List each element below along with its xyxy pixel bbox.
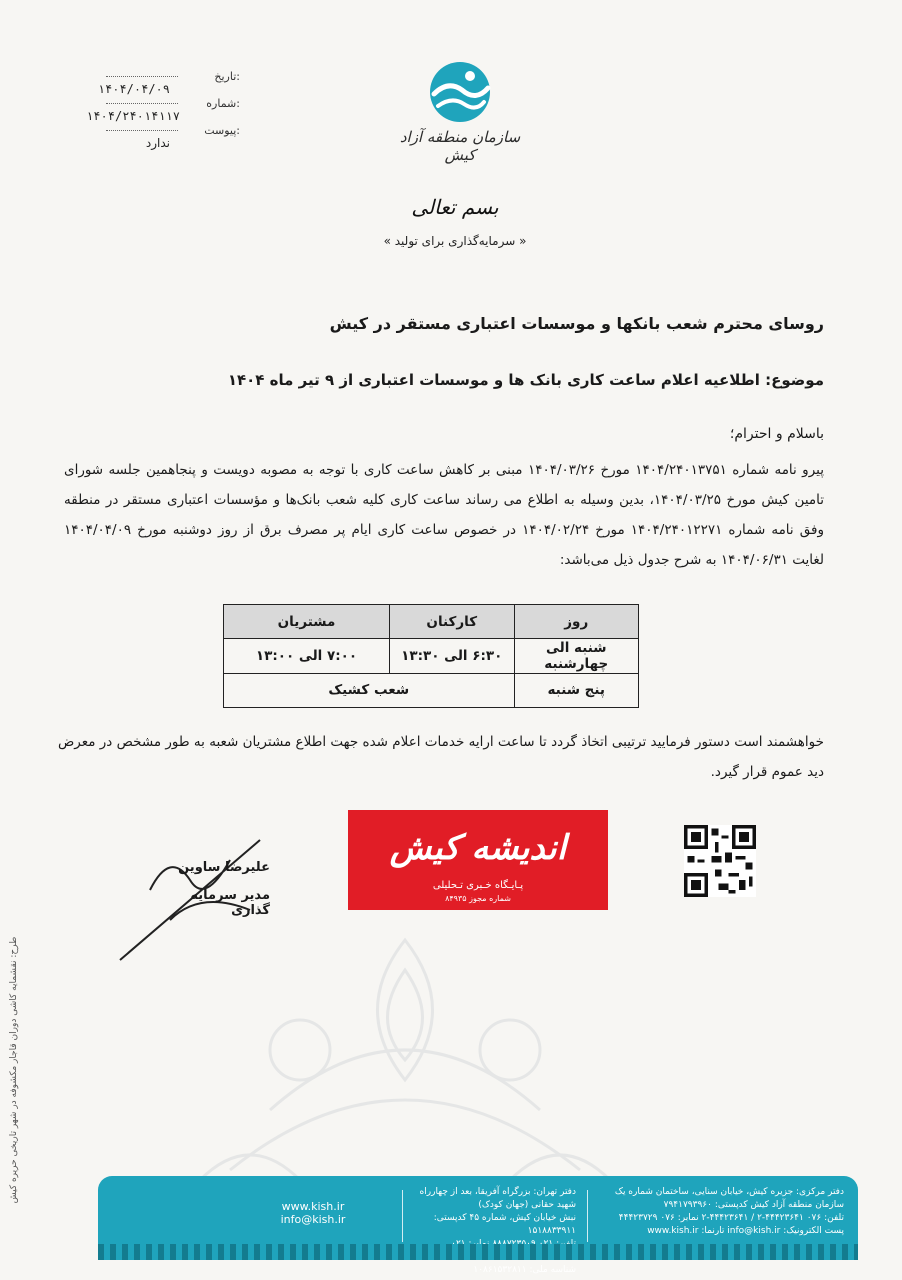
ornament-watermark-icon: [170, 930, 640, 1190]
letter-meta: [60, 70, 240, 151]
table-cell-customers: ۷:۰۰ الی ۱۳:۰۰: [224, 639, 390, 673]
table-cell-duty-branches: شعب کشیک: [224, 673, 515, 707]
slogan-title: بسم تعالی: [411, 195, 499, 219]
qr-code-icon: [684, 825, 756, 897]
table-row: [224, 639, 639, 673]
date-value: ۱۴۰۴/۰۴/۰۹: [97, 82, 170, 96]
slogan-subtitle: « سرمایه‌گذاری برای تولید »: [383, 234, 527, 248]
footer-contact: [233, 1186, 393, 1226]
table-header-staff: کارکنان: [390, 605, 515, 639]
body-paragraph: پیرو نامه شماره ۱۴۰۴/۲۴۰۱۳۷۵۱ مورخ ۱۴۰۴/۰۳/۲۶ مبنی بر کاهش ساعت کاری با توجه به مصوبه دویست و پنجاهمین جلسه شورای تامین کیش مورخ ۱۴۰۴/۰۳/۲۵، بدین وسیله به اطلاع می رساند ساعت کاری کلیه شعب بانک‌ها و مؤسسات اعتباری مستقر در منطقه وفق نامه شماره ۱۴۰۴/۲۴۰۱۲۲۷۱ مورخ ۱۴۰۴/۰۲/۲۴ در خصوص ساعت کاری ایام پر مصرف برق از روز دوشنبه مورخ ۱۴۰۴/۰۴/۰۹ لغایت ۱۴۰۴/۰۶/۳۱ به شرح جدول ذیل می‌باشد:: [64, 462, 824, 568]
stamp-subtitle: پـایـگاه خـبری تـحلیلی: [432, 880, 524, 891]
footer-line: شناسه ملی: ۱۰۸۶۱۵۳۲۸۱۱: [473, 1265, 576, 1275]
number-row: [60, 97, 240, 124]
working-hours-table: [223, 604, 639, 708]
side-note: [4, 936, 24, 1204]
footer-email-link[interactable]: info@kish.ir: [280, 1213, 346, 1226]
footer-line: نبش خیابان کیش، شماره ۴۵ کدپستی: ۱۵۱۸۸۳۳۹۱۱: [433, 1213, 576, 1236]
number-label: شماره:: [206, 97, 240, 110]
signatory-title: مدیر سرمایه گذاری: [190, 888, 270, 918]
closing-paragraph: خواهشمند است دستور فرمایید ترتیبی اتخاذ گردد تا ساعت ارایه خدمات اعلام شده جهت اطلاع مشتریان شعبه به طور مشخص در معرض دید عموم قرار گیرد.: [57, 734, 824, 780]
footer-central-office: [594, 1186, 844, 1238]
greeting: باسلام و احترام؛: [729, 426, 824, 442]
attachment-label: پیوست:: [204, 124, 240, 137]
footer-line: دفتر مرکزی: جزیره کیش، خیابان سنایی، ساختمان شماره یک: [614, 1187, 844, 1197]
table-header-customers: مشتریان: [224, 605, 390, 639]
table-cell-day: پنج شنبه: [514, 673, 639, 707]
letter-footer: [98, 1176, 858, 1275]
org-name: سازمان منطقه آزاد کیش: [399, 128, 521, 164]
stamp-license: شماره مجوز ۸۴۹۳۵: [445, 894, 511, 903]
subject-line: موضوع: اطلاعیه اعلام ساعت کاری بانک ها و موسسات اعتباری از ۹ تیر ماه ۱۴۰۴: [227, 371, 824, 389]
side-note-text: طرح: نقشمایه کاشی‌ دوران قاجار مکشوفه در شهر تاریخی حریره کیش: [9, 936, 19, 1204]
attachment-value: ندارد: [145, 136, 170, 150]
stamp-title: اندیشه کیش: [389, 828, 567, 868]
footer-line: دفتر تهران: بزرگراه آفریقا، بعد از چهارراه شهید حقانی (جهان کودک): [419, 1187, 576, 1210]
signatory-name: علیرضا ساوین: [178, 860, 270, 875]
table-header-row: [224, 605, 639, 639]
news-agency-stamp: [348, 810, 608, 910]
table-header-day: روز: [514, 605, 639, 639]
footer-line: تلفن: ۰۷۶ ۴۴۴۲۳۶۴۱-۲ / ۴۴۴۲۳۶۴۱-۲ نمابر: ۰۷۶ ۴۴۴۲۳۷۲۹: [618, 1213, 844, 1223]
footer-website-link[interactable]: www.kish.ir: [281, 1200, 345, 1213]
table-row: [224, 673, 639, 707]
footer-tehran-office: [411, 1186, 576, 1277]
attachment-row: [60, 124, 240, 151]
table-cell-staff: ۶:۳۰ الی ۱۳:۳۰: [390, 639, 515, 673]
footer-line: سازمان منطقه آزاد کیش کدپستی: ۷۹۴۱۷۹۳۹۶۰: [663, 1200, 844, 1210]
footer-pattern-band: [98, 1244, 858, 1260]
addressee: روسای محترم شعب بانکها و موسسات اعتباری مستقر در کیش: [329, 314, 824, 333]
footer-line: پست الکترونیک: info@kish.ir تارنما: www.kish.ir: [647, 1226, 844, 1236]
number-value: ۱۴۰۴/۲۴۰۱۴۱۱۷: [86, 109, 180, 123]
date-row: [60, 70, 240, 97]
date-label: تاریخ:: [214, 70, 240, 83]
table-cell-day: شنبه الی چهارشنبه: [514, 639, 639, 673]
